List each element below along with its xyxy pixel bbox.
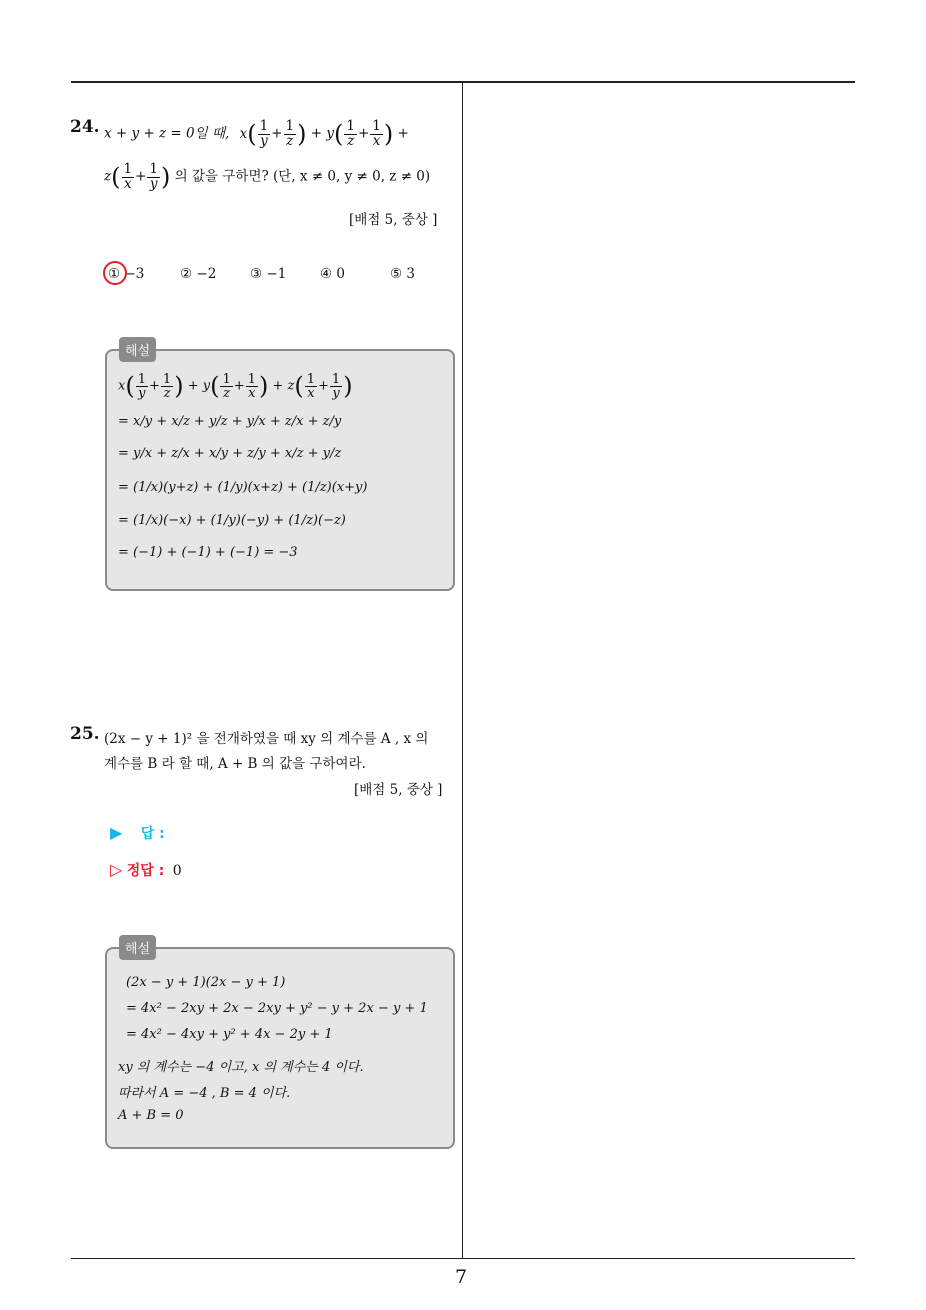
explanation-25-line5: A + B = 0 — [118, 1108, 184, 1123]
question-24-line2: z( $\frac{1}{x}$ + $\frac{1}{y}$ ) 의 값을 구하면? (단, x ≠ 0, y ≠ 0, z ≠ 0) — [104, 161, 431, 192]
question-24-prompt: 의 값을 구하면? (단, x ≠ 0, y ≠ 0, z ≠ 0) — [174, 168, 431, 185]
question-24-line1: x + y + z = 0일 때, x( $\frac{1}{y}$ + $\frac{1}{z}$ ) + y( $\frac{1}{z}$ + $\frac{1}{x}$ ) + — [104, 118, 409, 149]
question-25-score: [배점 5, 중상 ] — [354, 782, 443, 798]
choice-4[interactable]: ④ 0 — [320, 266, 345, 282]
question-25-line1: (2x − y + 1)² 을 전개하였을 때 xy 의 계수를 A , x 의 — [104, 731, 429, 747]
explanation-24-line2: = y/x + z/x + x/y + z/y + x/z + y/z — [118, 446, 342, 461]
explanation-25-line3: xy 의 계수는 −4 이고, x 의 계수는 4 이다. — [118, 1060, 364, 1075]
explanation-24-line1: = x/y + x/z + y/z + y/x + z/x + z/y — [118, 414, 342, 429]
correct-value: 0 — [172, 863, 182, 879]
correct-arrow-icon: ▷ — [110, 860, 123, 879]
correct-answer-row — [110, 860, 182, 880]
top-rule — [71, 81, 855, 83]
correct-label: 정답 : — [126, 863, 165, 879]
explanation-25-line1: = 4x² − 2xy + 2x − 2xy + y² − y + 2x − y + 1 — [126, 1001, 428, 1016]
choice-2[interactable]: ② −2 — [180, 266, 217, 282]
answer-label: 답 : — [140, 826, 165, 842]
answer-row — [110, 823, 165, 843]
choice-1[interactable]: ① −3 — [108, 266, 144, 282]
explanation-tag-25: 해설 — [119, 935, 156, 960]
explanation-24-line5: = (−1) + (−1) + (−1) = −3 — [118, 545, 298, 560]
explanation-25-line0: (2x − y + 1)(2x − y + 1) — [126, 975, 286, 990]
choice-5[interactable]: ⑤ 3 — [390, 266, 415, 282]
answer-arrow-icon: ▶ — [110, 823, 123, 842]
choice-3[interactable]: ③ −1 — [250, 266, 287, 282]
question-24-condition: x + y + z = 0일 때, — [104, 125, 230, 142]
explanation-25-line2: = 4x² − 4xy + y² + 4x − 2y + 1 — [126, 1027, 333, 1042]
explanation-24-line0: x( $\frac{1}{y}$ + $\frac{1}{z}$ ) + y( $\frac{1}{z}$ + $\frac{1}{x}$ ) + z( $\frac{1}{x}$ + $\frac{1}{y}$ ) — [118, 371, 353, 401]
column-divider — [462, 82, 463, 1259]
explanation-tag-24: 해설 — [119, 337, 156, 362]
question-24-number: 24. — [70, 117, 100, 137]
bottom-rule — [71, 1258, 855, 1259]
explanation-24-line3: = (1/x)(y+z) + (1/y)(x+z) + (1/z)(x+y) — [118, 480, 368, 495]
question-25-number: 25. — [70, 724, 100, 744]
explanation-24-line4: = (1/x)(−x) + (1/y)(−y) + (1/z)(−z) — [118, 513, 346, 528]
selected-circle-mark — [103, 261, 127, 285]
question-25-line2: 계수를 B 라 할 때, A + B 의 값을 구하여라. — [104, 756, 366, 772]
page-number: 7 — [455, 1266, 468, 1288]
explanation-25-line4: 따라서 A = −4 , B = 4 이다. — [118, 1086, 291, 1101]
question-24-score: [배점 5, 중상 ] — [349, 212, 438, 228]
